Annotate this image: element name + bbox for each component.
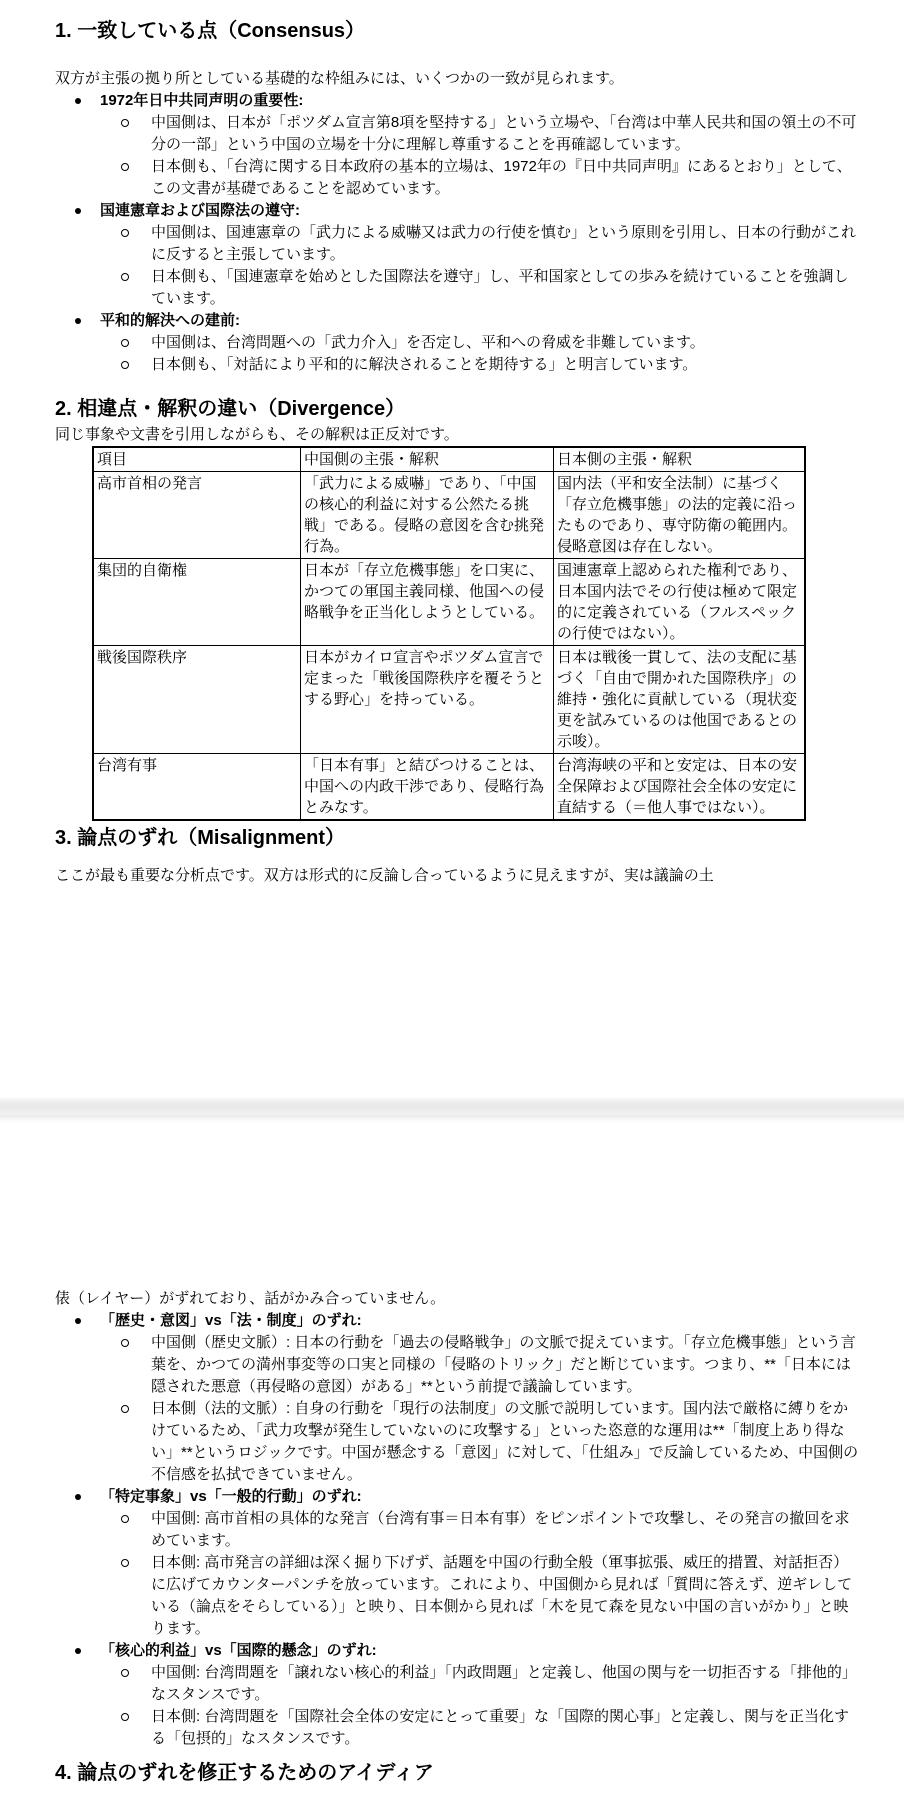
sub-bullet-line xyxy=(55,1706,862,1750)
sub-bullet-text: 日本側: 台湾問題を「国際社会全体の安定にとって重要」な「国際的関心事」と定義し、関与を正当化する「包摂的」なスタンスです。 xyxy=(151,1708,850,1747)
bullet-circle-icon xyxy=(121,1405,129,1413)
bullet-circle-icon xyxy=(121,1713,129,1721)
list-item xyxy=(55,1310,862,1486)
bullet-circle-icon xyxy=(121,1559,129,1567)
bullet-circle-icon xyxy=(121,361,129,369)
table-row xyxy=(93,559,805,646)
misalignment-continuation: 俵（レイヤー）がずれており、話がかみ合っていません。 xyxy=(55,1290,446,1307)
table-cell: 日本が「存立危機事態」を口実に、かつての軍国主義同様、他国への侵略戦争を正当化しようとしている。 xyxy=(301,559,554,646)
table-cell: 集団的自衛権 xyxy=(93,559,301,646)
sub-bullet-line xyxy=(55,1552,862,1640)
bullet-line xyxy=(55,90,862,112)
list-item xyxy=(55,90,862,200)
sub-list xyxy=(55,222,862,310)
sub-bullet-line xyxy=(55,1508,862,1552)
bullet-disc-icon xyxy=(75,1318,81,1324)
sub-list xyxy=(55,1508,862,1640)
table-row xyxy=(93,754,805,821)
bullet-circle-icon xyxy=(121,273,129,281)
table-cell: 日本がカイロ宣言やポツダム宣言で定まった「戦後国際秩序を覆そうとする野心」を持っている。 xyxy=(301,646,554,754)
heading-ideas: 4. 論点のずれを修正するためのアイディア xyxy=(55,1762,434,1784)
page-break-gap xyxy=(0,1097,904,1115)
sub-list-item xyxy=(55,266,862,310)
sub-bullet-line xyxy=(55,112,862,156)
table-header-cell: 日本側の主張・解釈 xyxy=(554,447,806,472)
sub-bullet-text: 日本側も、「台湾に関する日本政府の基本的立場は、1972年の『日中共同声明』にあるとおり」として、この文書が基礎であることを認めています。 xyxy=(151,158,852,197)
sub-list-item xyxy=(55,1706,862,1750)
bullet-disc-icon xyxy=(75,1648,81,1654)
sub-bullet-text: 中国側: 台湾問題を「譲れない核心的利益」「内政問題」と定義し、他国の関与を一切拒否する「排他的」なスタンスです。 xyxy=(151,1664,857,1703)
sub-list-item xyxy=(55,1332,862,1398)
table-cell: 国内法（平和安全法制）に基づく「存立危機事態」の法的定義に沿ったものであり、専守防衛の範囲内。侵略意図は存在しない。 xyxy=(554,472,806,559)
heading-consensus: 1. 一致している点（Consensus） xyxy=(55,20,366,42)
misalignment-list xyxy=(55,1310,862,1750)
consensus-list xyxy=(55,90,862,376)
divergence-table xyxy=(92,446,806,821)
sub-bullet-text: 中国側は、国連憲章の「武力による威嚇又は武力の行使を慎む」という原則を引用し、日本の行動がこれに反すると主張しています。 xyxy=(151,224,857,263)
bullet-line xyxy=(55,1486,862,1508)
sub-bullet-line xyxy=(55,266,862,310)
bullet-line xyxy=(55,1640,862,1662)
bullet-line xyxy=(55,1310,862,1332)
consensus-intro: 双方が主張の拠り所としている基礎的な枠組みには、いくつかの一致が見られます。 xyxy=(55,70,624,87)
bullet-line xyxy=(55,200,862,222)
bullet-head: 「特定事象」vs「一般的行動」のずれ: xyxy=(100,1488,362,1505)
sub-list-item xyxy=(55,222,862,266)
sub-list-item xyxy=(55,1662,862,1706)
sub-bullet-text: 日本側も、「国連憲章を始めとした国際法を遵守」し、平和国家としての歩みを続けていることを強調しています。 xyxy=(151,268,849,307)
list-item xyxy=(55,200,862,310)
table-header-cell: 中国側の主張・解釈 xyxy=(301,447,554,472)
list-item xyxy=(55,1640,862,1750)
sub-bullet-line xyxy=(55,332,862,354)
table-cell: 台湾有事 xyxy=(93,754,301,821)
bullet-head: 「核心的利益」vs「国際的懸念」のずれ: xyxy=(100,1642,377,1659)
table-row xyxy=(93,472,805,559)
bullet-circle-icon xyxy=(121,1515,129,1523)
sub-bullet-text: 中国側（歴史文脈）: 日本の行動を「過去の侵略戦争」の文脈で捉えています。「存立危機事態」という言葉を、かつての満州事変等の口実と同様の「侵略のトリック」だと断じています。つまり、**「日本には隠された悪意（再侵略の意図）がある」**という前提で議論しています。 xyxy=(151,1334,856,1395)
sub-list-item xyxy=(55,112,862,156)
page-2 xyxy=(0,1115,904,1813)
bullet-disc-icon xyxy=(75,208,81,214)
sub-list-item xyxy=(55,332,862,354)
sub-list xyxy=(55,332,862,376)
bullet-circle-icon xyxy=(121,1339,129,1347)
table-cell: 国連憲章上認められた権利であり、日本国内法でその行使は極めて限定的に定義されている（フルスペックの行使ではない）。 xyxy=(554,559,806,646)
sub-bullet-text: 中国側は、台湾問題への「武力介入」を否定し、平和への脅威を非難しています。 xyxy=(151,334,705,351)
sub-bullet-text: 日本側（法的文脈）: 自身の行動を「現行の法制度」の文脈で説明しています。国内法で厳格に縛りをかけているため、「武力攻撃が発生していないのに攻撃する」といった恣意的な運用は**「制度上あり得ない」**というロジックです。中国が懸念する「意図」に対して、「仕組み」で反論しているため、中国側の不信感を払拭できていません。 xyxy=(151,1400,859,1483)
bullet-circle-icon xyxy=(121,163,129,171)
sub-list-item xyxy=(55,1398,862,1486)
sub-list-item xyxy=(55,354,862,376)
bullet-head: 1972年日中共同声明の重要性: xyxy=(100,92,304,109)
bullet-head: 国連憲章および国際法の遵守: xyxy=(100,202,300,219)
heading-divergence: 2. 相違点・解釈の違い（Divergence） xyxy=(55,398,406,420)
bullet-disc-icon xyxy=(75,98,81,104)
table-cell: 台湾海峡の平和と安定は、日本の安全保障および国際社会全体の安定に直結する（＝他人事ではない）。 xyxy=(554,754,806,821)
table-cell: 日本は戦後一貫して、法の支配に基づく「自由で開かれた国際秩序」の維持・強化に貢献している（現状変更を試みているのは他国であるとの示唆）。 xyxy=(554,646,806,754)
sub-list xyxy=(55,1332,862,1486)
table-header-cell: 項目 xyxy=(93,447,301,472)
bullet-head: 平和的解決への建前: xyxy=(100,312,240,329)
sub-bullet-text: 日本側: 高市発言の詳細は深く掘り下げず、話題を中国の行動全般（軍事拡張、威圧的措置、対話拒否）に広げてカウンターパンチを放っています。これにより、中国側から見れば「質問に答えず、逆ギレしている（論点をそらしている）」と映り、日本側から見れば「木を見て森を見ない中国の言いがかり」と映ります。 xyxy=(151,1554,853,1637)
divergence-intro: 同じ事象や文書を引用しながらも、その解釈は正反対です。 xyxy=(55,426,459,443)
heading-misalignment: 3. 論点のずれ（Misalignment） xyxy=(55,827,346,849)
bullet-circle-icon xyxy=(121,119,129,127)
sub-bullet-line xyxy=(55,222,862,266)
bullet-circle-icon xyxy=(121,229,129,237)
list-item xyxy=(55,1486,862,1640)
sub-list xyxy=(55,112,862,200)
bullet-circle-icon xyxy=(121,339,129,347)
bullet-line xyxy=(55,310,862,332)
sub-bullet-text: 中国側: 高市首相の具体的な発言（台湾有事＝日本有事）をピンポイントで攻撃し、その発言の撤回を求めています。 xyxy=(151,1510,850,1549)
table-cell: 戦後国際秩序 xyxy=(93,646,301,754)
sub-bullet-line xyxy=(55,354,862,376)
bullet-circle-icon xyxy=(121,1669,129,1677)
table-cell: 高市首相の発言 xyxy=(93,472,301,559)
table-cell: 「日本有事」と結びつけることは、中国への内政干渉であり、侵略行為とみなす。 xyxy=(301,754,554,821)
table-header-row xyxy=(93,447,805,472)
misalignment-intro: ここが最も重要な分析点です。双方は形式的に反論し合っているように見えますが、実は議論の土 xyxy=(55,867,714,884)
bullet-disc-icon xyxy=(75,1494,81,1500)
sub-list-item xyxy=(55,156,862,200)
sub-bullet-text: 中国側は、日本が「ポツダム宣言第8項を堅持する」という立場や、「台湾は中華人民共和国の領土の不可分の一部」という中国の立場を十分に理解し尊重することを再確認しています。 xyxy=(151,114,857,153)
bullet-head: 「歴史・意図」vs「法・制度」のずれ: xyxy=(100,1312,362,1329)
sub-bullet-line xyxy=(55,1662,862,1706)
sub-list-item xyxy=(55,1508,862,1552)
sub-list-item xyxy=(55,1552,862,1640)
sub-bullet-text: 日本側も、「対話により平和的に解決されることを期待する」と明言しています。 xyxy=(151,356,698,373)
table-row xyxy=(93,646,805,754)
sub-bullet-line xyxy=(55,1332,862,1398)
list-item xyxy=(55,310,862,376)
sub-bullet-line xyxy=(55,1398,862,1486)
table-cell: 「武力による威嚇」であり、「中国の核心的利益に対する公然たる挑戦」である。侵略の意図を含む挑発行為。 xyxy=(301,472,554,559)
bullet-disc-icon xyxy=(75,318,81,324)
sub-bullet-line xyxy=(55,156,862,200)
sub-list xyxy=(55,1662,862,1750)
